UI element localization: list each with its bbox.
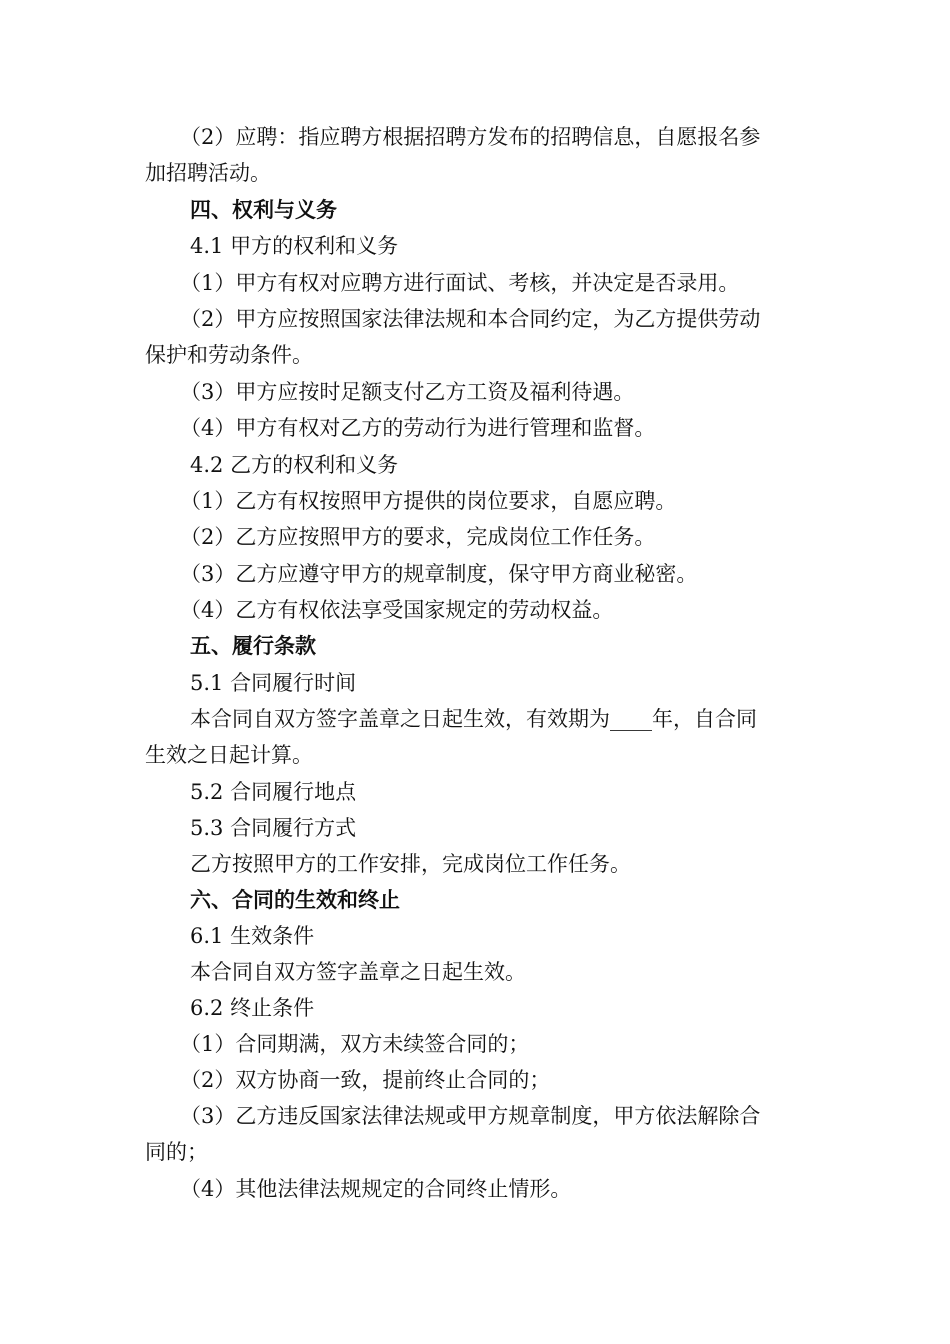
section-heading: 六、合同的生效和终止 <box>190 888 400 912</box>
list-item: （2）双方协商一致，提前终止合同的； <box>180 1068 551 1092</box>
paragraph-line: 本合同自双方签字盖章之日起生效，有效期为____年，自合同 <box>190 707 757 731</box>
list-item: （1）合同期满，双方未续签合同的； <box>180 1032 530 1056</box>
subsection-heading: 4.1 甲方的权利和义务 <box>190 234 399 258</box>
list-item: （4）甲方有权对乙方的劳动行为进行管理和监督。 <box>180 416 656 440</box>
list-item: （2）甲方应按照国家法律法规和本合同约定，为乙方提供劳动 <box>180 307 761 331</box>
subsection-heading: 5.3 合同履行方式 <box>190 816 357 840</box>
paragraph-line: 加招聘活动。 <box>145 161 271 185</box>
subsection-heading: 6.2 终止条件 <box>190 996 315 1020</box>
list-item: （4）乙方有权依法享受国家规定的劳动权益。 <box>180 598 614 622</box>
section-heading: 四、权利与义务 <box>190 198 337 222</box>
list-item: （1）甲方有权对应聘方进行面试、考核，并决定是否录用。 <box>180 271 740 295</box>
list-item: （3）乙方应遵守甲方的规章制度，保守甲方商业秘密。 <box>180 562 698 586</box>
paragraph-line: 生效之日起计算。 <box>145 743 313 767</box>
list-item: （3）乙方违反国家法律法规或甲方规章制度，甲方依法解除合 <box>180 1104 761 1128</box>
paragraph-line: （2）应聘：指应聘方根据招聘方发布的招聘信息，自愿报名参 <box>180 125 761 149</box>
subsection-heading: 5.1 合同履行时间 <box>190 671 357 695</box>
subsection-heading: 5.2 合同履行地点 <box>190 780 357 804</box>
list-item: （2）乙方应按照甲方的要求，完成岗位工作任务。 <box>180 525 656 549</box>
list-item: （3）甲方应按时足额支付乙方工资及福利待遇。 <box>180 380 635 404</box>
subsection-heading: 6.1 生效条件 <box>190 924 315 948</box>
paragraph-line: 乙方按照甲方的工作安排，完成岗位工作任务。 <box>190 852 631 876</box>
paragraph-line: 本合同自双方签字盖章之日起生效。 <box>190 960 526 984</box>
paragraph-line: 同的； <box>145 1140 208 1164</box>
list-item: （1）乙方有权按照甲方提供的岗位要求，自愿应聘。 <box>180 489 677 513</box>
subsection-heading: 4.2 乙方的权利和义务 <box>190 453 399 477</box>
section-heading: 五、履行条款 <box>190 634 316 658</box>
list-item: （4）其他法律法规规定的合同终止情形。 <box>180 1177 572 1201</box>
paragraph-line: 保护和劳动条件。 <box>145 343 313 367</box>
